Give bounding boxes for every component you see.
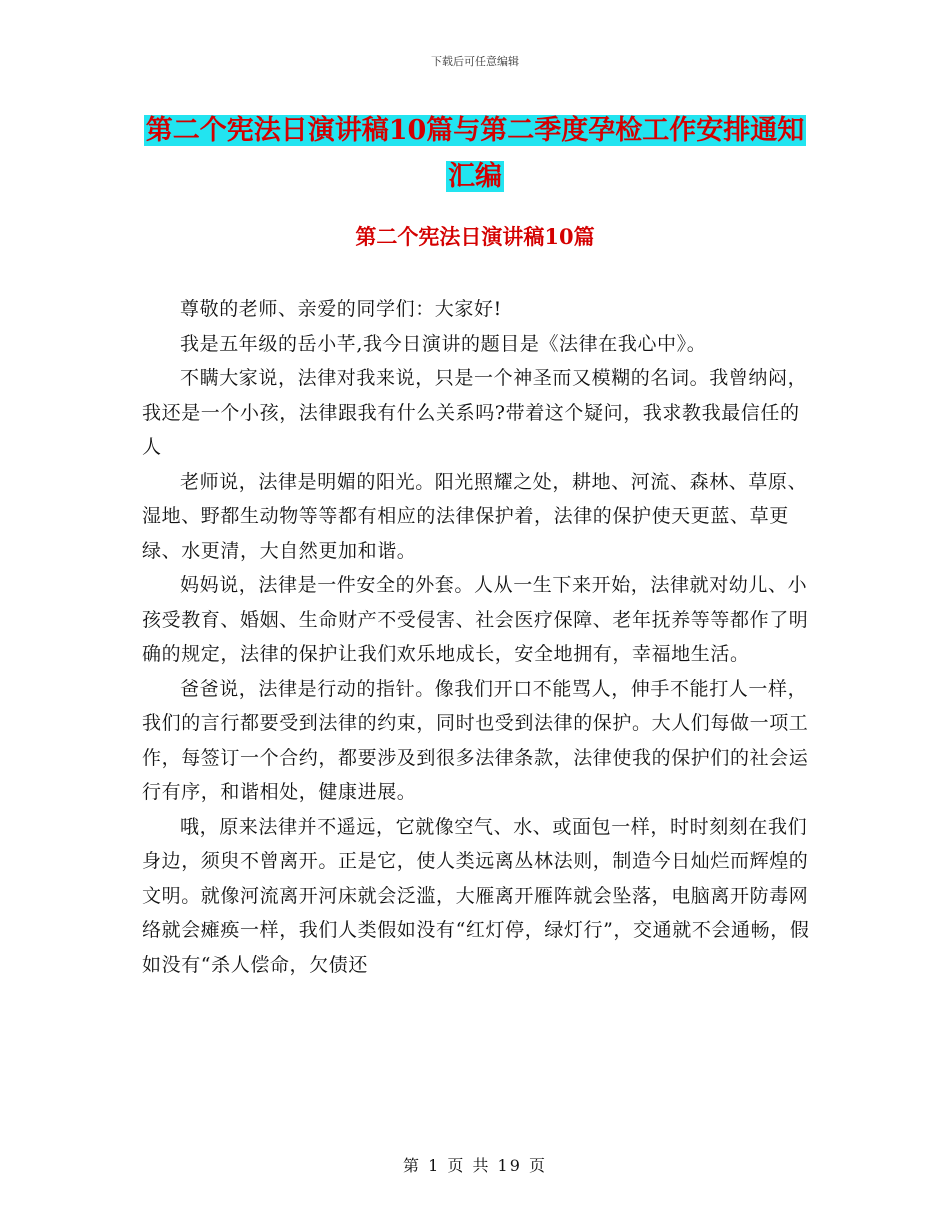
- paragraph: 尊敬的老师、亲爱的同学们：大家好!: [180, 298, 502, 320]
- page-number: 第 1 页 共 19 页: [403, 1156, 547, 1175]
- document-title: [140, 108, 810, 200]
- paragraph: 哦，原来法律并不遥远，它就像空气、水、或面包一样，时时刻刻在我们身边，须臾不曾离开。正是它，使人类远离丛林法则，制造今日灿烂而辉煌的文明。就像河流离开河床就会泛滥，大雁离开雁阵就会坠落，电脑离开防毒网络就会瘫痪一样，我们人类假如没有“红灯停，绿灯行”，交通就不会通畅，假如没有“杀人偿命，欠债还: [142, 815, 810, 976]
- body-text: [142, 292, 810, 982]
- section-title: 第二个宪法日演讲稿10篇: [355, 224, 595, 249]
- document-title-text: 第二个宪法日演讲稿10篇与第二季度孕检工作安排通知汇编: [145, 115, 805, 192]
- paragraph: 老师说，法律是明媚的阳光。阳光照耀之处，耕地、河流、森林、草原、湿地、野都生动物等等都有相应的法律保护着，法律的保护使天更蓝、草更绿、水更清，大自然更加和谐。: [142, 470, 808, 562]
- paragraph: 妈妈说，法律是一件安全的外套。人从一生下来开始，法律就对幼儿、小孩受教育、婚姻、生命财产不受侵害、社会医疗保障、老年抚养等等都作了明确的规定，法律的保护让我们欢乐地成长，安全地拥有，幸福地生活。: [142, 574, 809, 665]
- header-note: 下载后可任意编辑: [431, 55, 519, 68]
- paragraph: 我是五年级的岳小芊,我今日演讲的题目是《法律在我心中》。: [180, 332, 707, 355]
- paragraph: 不瞒大家说，法律对我来说，只是一个神圣而又模糊的名词。我曾纳闷，我还是一个小孩，法律跟我有什么关系吗?带着这个疑问，我求教我最信任的人: [142, 367, 808, 458]
- paragraph: 爸爸说，法律是行动的指针。像我们开口不能骂人，伸手不能打人一样，我们的言行都要受到法律的约束，同时也受到法律的保护。大人们每做一项工作，每签订一个合约，都要涉及到很多法律条款，法律使我的保护们的社会运行有序，和谐相处，健康进展。: [142, 677, 809, 803]
